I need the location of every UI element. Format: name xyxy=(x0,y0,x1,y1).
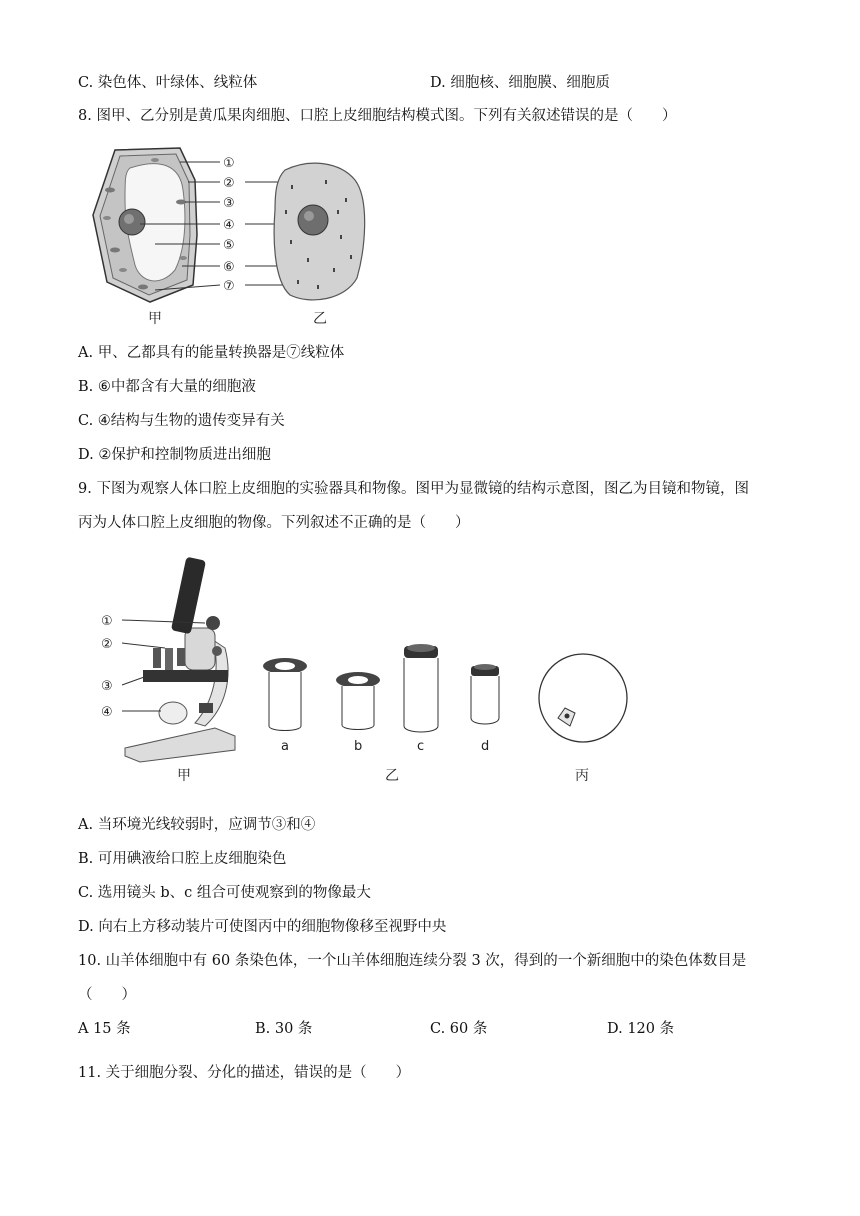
q10-stem-line-2: （ ） xyxy=(78,987,136,1003)
plant-cell-diagram xyxy=(93,148,197,302)
q11-stem: 11. 关于细胞分裂、分化的描述，错误的是（ ） xyxy=(78,1065,411,1081)
q9-microscope-figure xyxy=(95,548,655,793)
q8-option-c: C. ④结构与生物的遗传变异有关 xyxy=(78,413,285,429)
q9-lens-label-d: d xyxy=(481,739,490,754)
q10-stem-line-1: 10. 山羊体细胞中有 60 条染色体，一个山羊体细胞连续分裂 3 次，得到的一个新细胞中的染色体数目是 xyxy=(78,953,747,969)
animal-cell-diagram xyxy=(274,163,365,300)
q9-option-b: B. 可用碘液给口腔上皮细胞染色 xyxy=(78,851,287,867)
q9-caption-jia: 甲 xyxy=(177,768,191,784)
q8-label-1: ① xyxy=(223,156,235,171)
q8-label-4: ④ xyxy=(223,218,235,233)
q8-option-b: B. ⑥中都含有大量的细胞液 xyxy=(78,379,256,395)
q9-stem-line-2: 丙为人体口腔上皮细胞的物像。下列叙述不正确的是（ ） xyxy=(78,515,470,531)
q9-microscope-label-2: ② xyxy=(101,637,113,652)
q8-caption-jia: 甲 xyxy=(148,311,162,327)
q8-caption-yi: 乙 xyxy=(313,311,327,327)
lens-a xyxy=(263,658,307,731)
q9-stem-line-1: 9. 下图为观察人体口腔上皮细胞的实验器具和物像。图甲为显微镜的结构示意图，图乙为目镜和物镜，图 xyxy=(78,481,749,497)
q10-option-d: D. 120 条 xyxy=(607,1021,675,1037)
q9-caption-yi: 乙 xyxy=(385,768,399,784)
q7-option-c: C. 染色体、叶绿体、线粒体 xyxy=(78,75,258,91)
view-field-circle xyxy=(539,654,627,742)
q7-option-d: D. 细胞核、细胞膜、细胞质 xyxy=(430,75,610,91)
q9-lens-label-a: a xyxy=(281,739,289,754)
q9-lens-label-b: b xyxy=(354,739,363,754)
q9-option-a: A. 当环境光线较弱时，应调节③和④ xyxy=(78,817,316,833)
lens-c xyxy=(404,644,438,732)
q8-option-d: D. ②保护和控制物质进出细胞 xyxy=(78,447,271,463)
q10-option-b: B. 30 条 xyxy=(255,1021,313,1037)
q9-microscope-label-1: ① xyxy=(101,614,113,629)
q8-label-5: ⑤ xyxy=(223,238,235,253)
q9-microscope-label-4: ④ xyxy=(101,705,113,720)
lens-d xyxy=(471,664,499,724)
q8-cell-figure xyxy=(85,140,385,330)
q9-microscope-label-3: ③ xyxy=(101,679,113,694)
q8-label-3: ③ xyxy=(223,196,235,211)
lens-b xyxy=(336,672,380,730)
q9-caption-bing: 丙 xyxy=(575,768,589,784)
microscope-diagram xyxy=(125,557,235,762)
q10-option-a: A 15 条 xyxy=(78,1021,131,1037)
q8-stem: 8. 图甲、乙分别是黄瓜果肉细胞、口腔上皮细胞结构模式图。下列有关叙述错误的是（ ） xyxy=(78,108,677,124)
q10-option-c: C. 60 条 xyxy=(430,1021,488,1037)
q9-option-c: C. 选用镜头 b、c 组合可使观察到的物像最大 xyxy=(78,885,371,901)
q9-lens-label-c: c xyxy=(417,739,425,754)
q8-label-2: ② xyxy=(223,176,235,191)
q9-option-d: D. 向右上方移动装片可使图丙中的细胞物像移至视野中央 xyxy=(78,919,447,935)
q8-label-7: ⑦ xyxy=(223,279,235,294)
q8-label-6: ⑥ xyxy=(223,260,235,275)
q8-option-a: A. 甲、乙都具有的能量转换器是⑦线粒体 xyxy=(78,345,345,361)
